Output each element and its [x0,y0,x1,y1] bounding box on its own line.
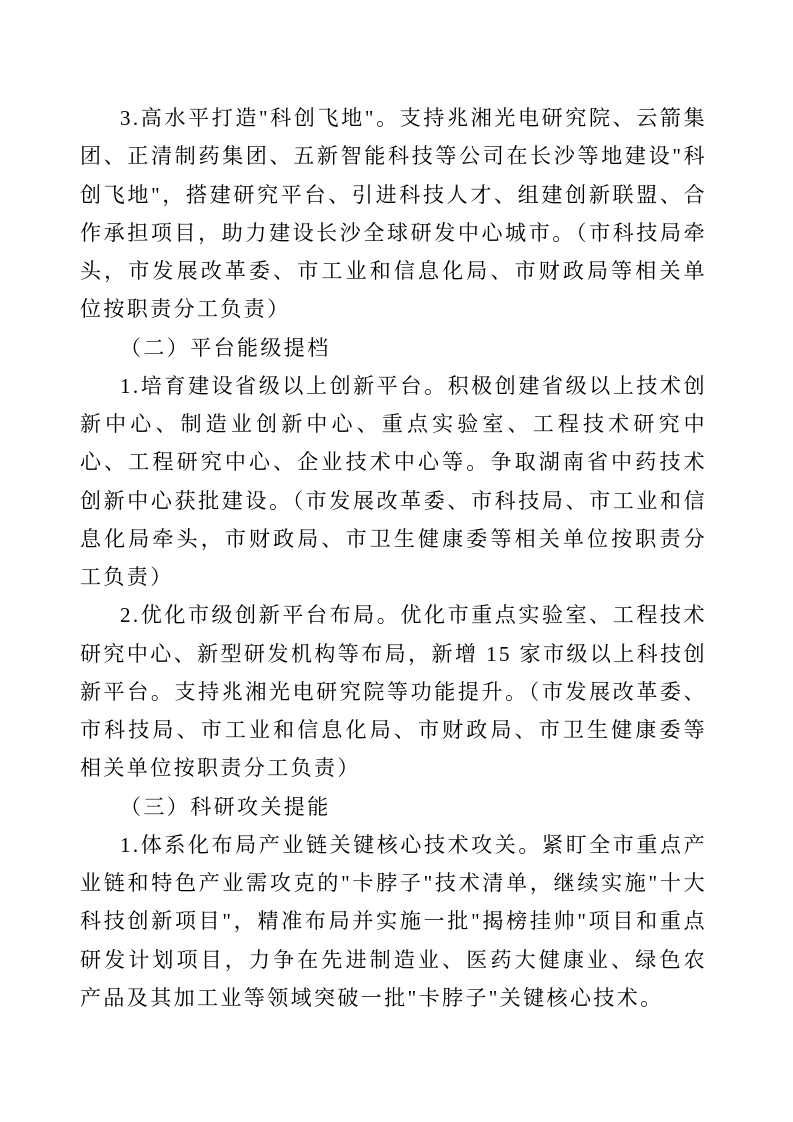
section-heading-platform-upgrade: （二）平台能级提档 [120,335,331,360]
body-paragraph-provincial-innovation-platforms: 1.培育建设省级以上创新平台。积极创建省级以上技术创新中心、制造业创新中心、重点实验室、工程技术研究中心、工程研究中心、企业技术中心等。争取湖南省中药技术创新中心获批建设。（市发展改革委、市科技局、市工业和信息化局牵头，市财政局、市卫生健康委等相关单位按职责分工负责） [80,373,707,589]
body-paragraph-key-core-technology: 1.体系化布局产业链关键核心技术攻关。紧盯全市重点产业链和特色产业需攻克的"卡脖子"技术清单，继续实施"十大科技创新项目"，精准布局并实施一批"揭榜挂帅"项目和重点研发计划项目，力争在先进制造业、医药大健康业、绿色农产品及其加工业等领域突破一批"卡脖子"关键核心技术。 [80,832,707,1010]
body-paragraph-science-innovation-enclave: 3.高水平打造"科创飞地"。支持兆湘光电研究院、云箭集团、正清制药集团、五新智能科技等公司在长沙等地建设"科创飞地"，搭建研究平台、引进科技人才、组建创新联盟、合作承担项目，助力建设长沙全球研发中心城市。（市科技局牵头，市发展改革委、市工业和信息化局、市财政局等相关单位按职责分工负责） [80,106,707,322]
section-heading-research-capability: （三）科研攻关提能 [120,794,331,819]
document-page [80,99,707,1017]
body-paragraph-city-innovation-platforms: 2.优化市级创新平台布局。优化市重点实验室、工程技术研究中心、新型研发机构等布局，新增 15 家市级以上科技创新平台。支持兆湘光电研究院等功能提升。（市发展改革委、市科技局、市工业和信息化局、市财政局、市卫生健康委等相关单位按职责分工负责） [80,603,707,781]
